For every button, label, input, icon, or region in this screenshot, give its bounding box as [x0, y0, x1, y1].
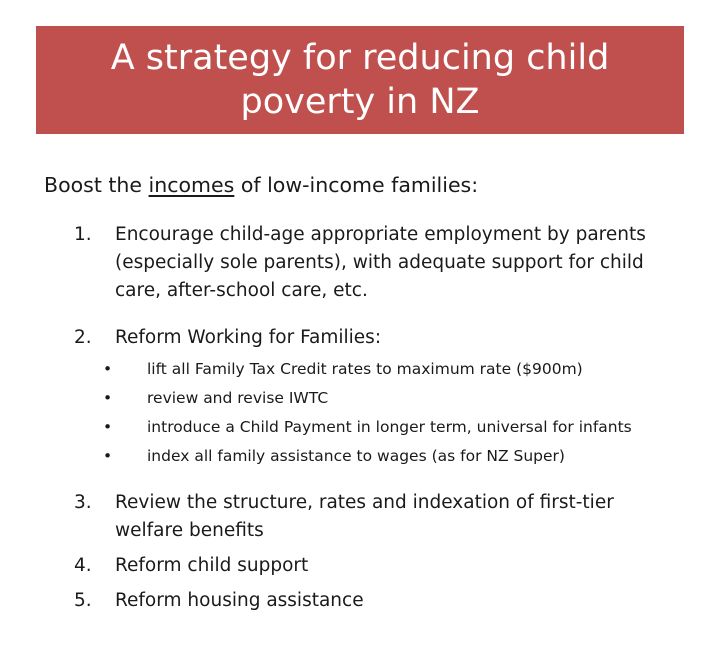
bullet-icon: • [103, 418, 113, 436]
title-banner [36, 26, 684, 134]
list-item-text: Reform child support [115, 555, 309, 576]
sub-bullet-text: index all family assistance to wages (as for NZ Super) [147, 447, 565, 465]
list-item-number: 3. [74, 492, 92, 513]
list-item-text: Encourage child-age appropriate employment by parents (especially sole parents), with adequate support for child care, after-school care, etc. [115, 224, 646, 301]
sub-bullet-text: introduce a Child Payment in longer term, universal for infants [147, 418, 632, 436]
slide-title-line-1: A strategy for reducing child [110, 38, 610, 78]
slide-title [80, 36, 640, 124]
bullet-icon: • [103, 360, 113, 378]
lead-text-underlined: incomes [148, 173, 235, 197]
sub-bullet-text: review and revise IWTC [147, 389, 329, 407]
lead-text-end: of low-income families: [234, 173, 479, 197]
list-item-number: 5. [74, 590, 92, 611]
list-item-text: Reform Working for Families: [115, 327, 382, 348]
lead-statement [44, 171, 478, 199]
list-item-number: 1. [74, 224, 92, 245]
lead-text-start: Boost the [44, 173, 149, 197]
bullet-icon: • [103, 389, 113, 407]
list-item-text: Review the structure, rates and indexation of first-tier welfare benefits [115, 492, 614, 541]
list-item-text: Reform housing assistance [115, 590, 364, 611]
sub-bullet-text: lift all Family Tax Credit rates to maximum rate ($900m) [147, 360, 583, 378]
list-item-number: 4. [74, 555, 92, 576]
slide-title-line-2: poverty in NZ [240, 82, 480, 122]
list-item-number: 2. [74, 327, 92, 348]
bullet-icon: • [103, 447, 113, 465]
